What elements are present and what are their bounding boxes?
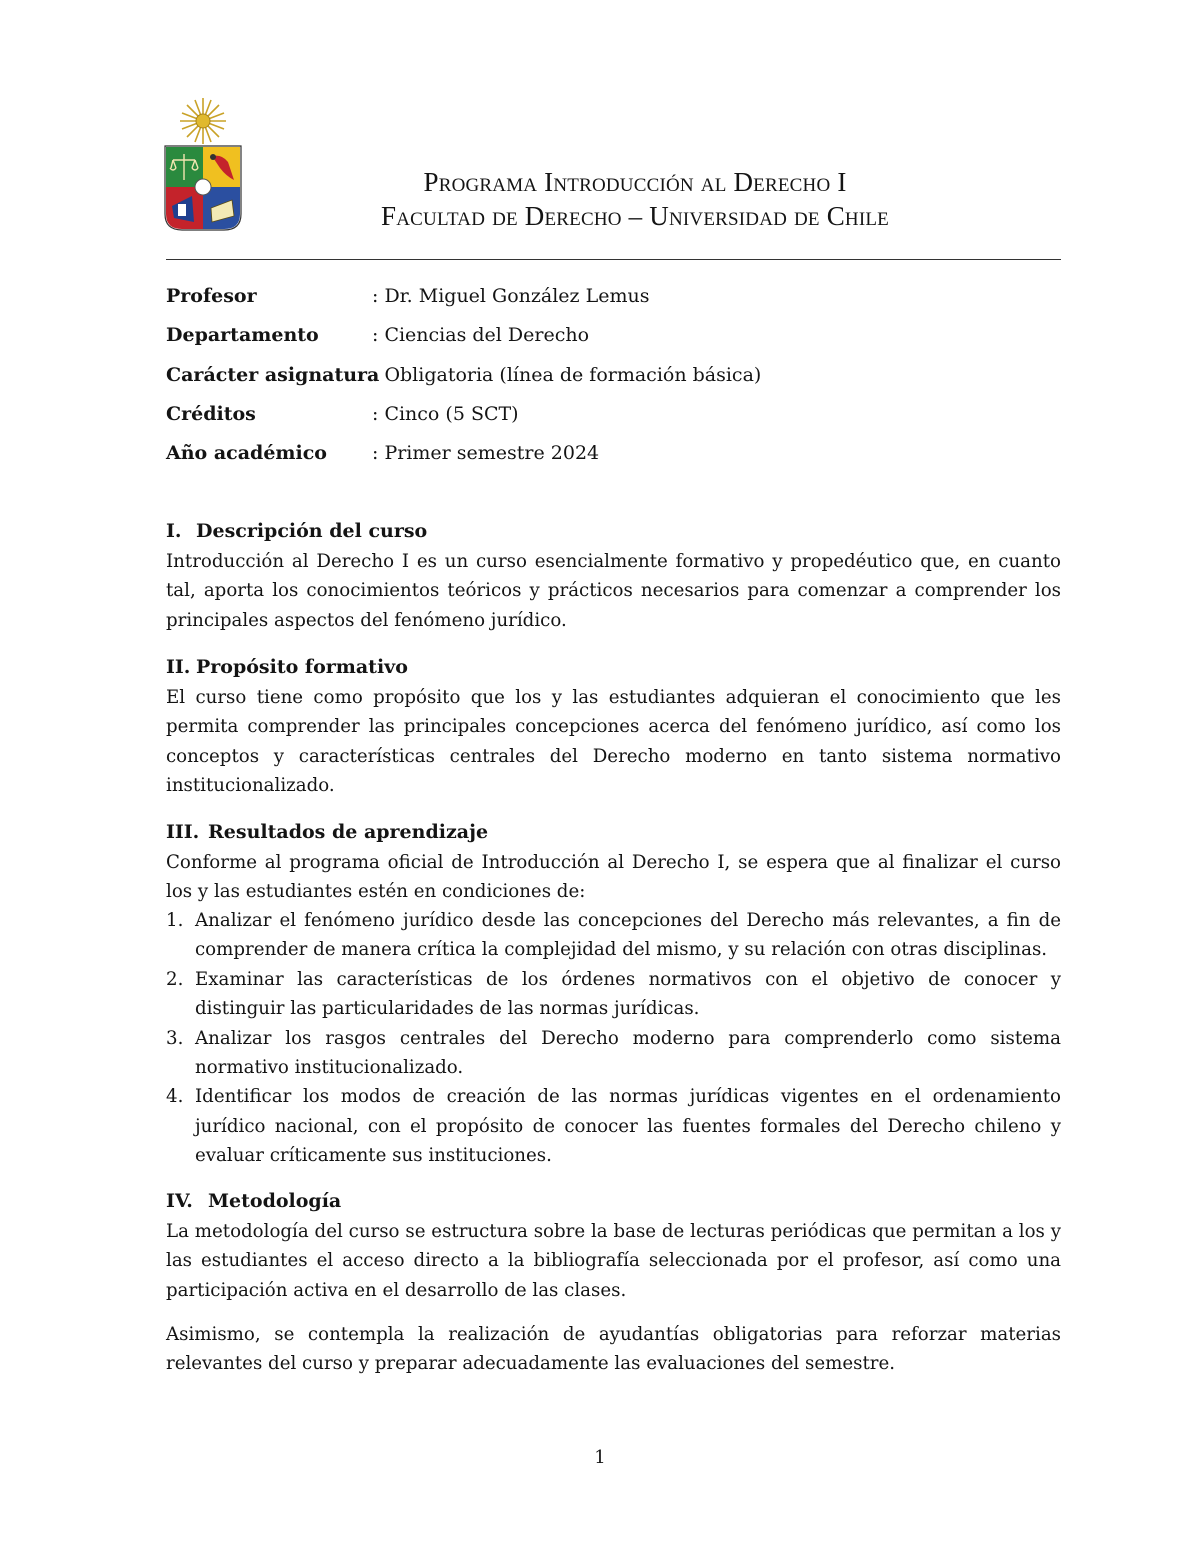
section-number: III.: [166, 821, 200, 843]
info-label: Profesor: [166, 285, 257, 307]
info-value: : Obligatoria (línea de formación básica): [372, 363, 762, 386]
section-paragraph: Conforme al programa oficial de Introducción al Derecho I, se espera que al finalizar el curso los y las estudiantes estén en condiciones de:: [166, 852, 1061, 903]
university-logo-icon: [162, 96, 244, 234]
info-label: Carácter asignatura: [166, 363, 380, 386]
title-line-program: Programa Introducción al Derecho I: [423, 167, 847, 197]
page-number: 1: [594, 1447, 606, 1468]
list-item-text: Analizar el fenómeno jurídico desde las concepciones del Derecho más relevantes, a fin de comprender de manera crítica la complejidad del mismo, y su relación con otras disciplinas.: [195, 910, 1061, 961]
list-item-number: 1.: [166, 910, 184, 931]
section-title: Metodología: [208, 1190, 342, 1212]
list-item-number: 4.: [166, 1086, 184, 1108]
list-item-text: Analizar los rasgos centrales del Derecho moderno para comprenderlo como sistema normativo institucionalizado.: [195, 1027, 1061, 1079]
info-value: : Cinco (5 SCT): [372, 402, 519, 425]
list-item-text: Identificar los modos de creación de las normas jurídicas vigentes en el ordenamiento jurídico nacional, con el propósito de conocer las fuentes formales del Derecho chileno y evaluar críticamente sus instituciones.: [195, 1086, 1061, 1167]
section-title: Descripción del curso: [196, 520, 428, 542]
section-paragraph: La metodología del curso se estructura sobre la base de lecturas periódicas que permitan a los y las estudiantes el acceso directo a la bibliografía seleccionada por el profesor, así como una participación activa en el desarrollo de las clases.: [166, 1221, 1061, 1301]
info-label: Departamento: [166, 324, 319, 347]
section-heading-metodologia: [166, 1186, 341, 1216]
title-line-faculty: Facultad de Derecho – Universidad de Chile: [381, 201, 889, 231]
list-item-number: 2.: [166, 968, 184, 990]
learning-outcomes-list: [166, 906, 1061, 1171]
info-value: : Dr. Miguel González Lemus: [372, 285, 650, 307]
section-number: IV.: [166, 1190, 193, 1212]
header-divider: [166, 259, 1061, 260]
list-item: [166, 1024, 1061, 1083]
list-item-number: 3.: [166, 1027, 184, 1049]
section-number: I.: [166, 520, 182, 542]
info-row-creditos: [166, 399, 1061, 438]
section-title: Resultados de aprendizaje: [208, 821, 489, 843]
list-item-text: Examinar las características de los órdenes normativos con el objetivo de conocer y distinguir las particularidades de las normas jurídicas.: [195, 968, 1061, 1020]
list-item: [166, 1082, 1061, 1170]
section-heading-proposito: [166, 652, 408, 682]
info-row-departamento: [166, 320, 1061, 359]
document-title: [260, 165, 1010, 233]
info-row-ano: [166, 438, 1061, 477]
info-row-caracter: [166, 360, 1061, 399]
list-item: [166, 906, 1061, 965]
section-paragraph: Introducción al Derecho I es un curso esencialmente formativo y propedéutico que, en cuanto tal, aporta los conocimientos teóricos y prácticos necesarios para comenzar a comprender los principales aspectos del fenómeno jurídico.: [166, 551, 1061, 631]
info-value: : Primer semestre 2024: [372, 442, 600, 465]
course-info: [166, 281, 1061, 477]
section-paragraph: Asimismo, se contempla la realización de ayudantías obligatorias para reforzar materias relevantes del curso y preparar adecuadamente las evaluaciones del semestre.: [166, 1324, 1061, 1375]
info-label: Créditos: [166, 402, 256, 425]
section-heading-descripcion: [166, 516, 427, 546]
section-number: II.: [166, 656, 191, 678]
info-row-profesor: [166, 281, 1061, 320]
list-item: [166, 965, 1061, 1024]
section-paragraph: El curso tiene como propósito que los y las estudiantes adquieran el conocimiento que les permita comprender las principales concepciones acerca del fenómeno jurídico, así como los conceptos y características centrales del Derecho moderno en tanto sistema normativo institucionalizado.: [166, 687, 1061, 797]
section-heading-resultados: [166, 817, 488, 847]
info-label: Año académico: [166, 442, 327, 465]
info-value: : Ciencias del Derecho: [372, 324, 590, 347]
section-title: Propósito formativo: [196, 656, 408, 678]
